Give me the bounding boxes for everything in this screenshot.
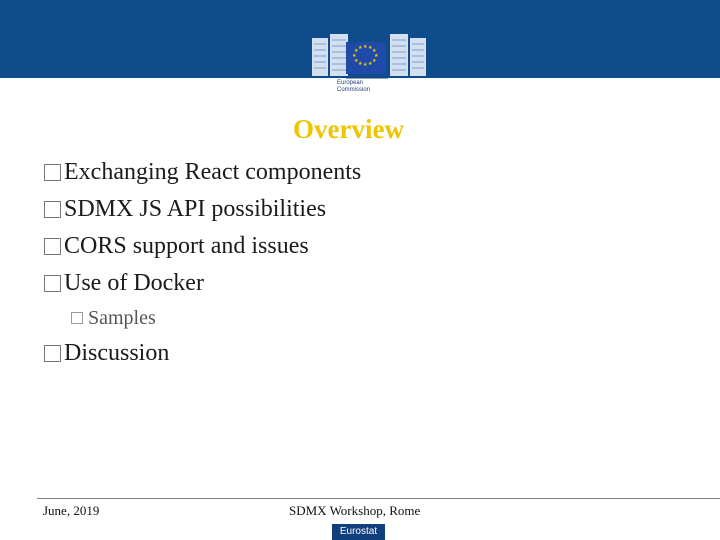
bullet-text: SDMX JS API possibilities <box>64 196 327 222</box>
bullet-item-4 <box>44 267 204 299</box>
footer-badge: Eurostat <box>332 524 385 540</box>
svg-text:★: ★ <box>374 53 379 59</box>
svg-text:★: ★ <box>363 62 368 68</box>
checkbox-bullet-icon <box>44 275 61 292</box>
svg-text:★: ★ <box>352 53 357 59</box>
bullet-item-5 <box>44 337 169 369</box>
svg-text:★: ★ <box>372 48 377 54</box>
checkbox-bullet-icon <box>44 345 61 362</box>
slide-title: Overview <box>293 114 404 144</box>
checkbox-bullet-icon <box>44 201 61 218</box>
logo-text: European Commission <box>337 80 371 93</box>
svg-text:★: ★ <box>368 45 373 51</box>
checkbox-bullet-icon <box>44 164 61 181</box>
footer-title: SDMX Workshop, Rome <box>289 503 421 518</box>
bullet-item-1 <box>44 156 361 188</box>
bullet-item-2 <box>44 193 326 225</box>
footer-divider <box>37 498 720 499</box>
bullet-text: Discussion <box>64 340 170 366</box>
svg-text:★: ★ <box>354 58 359 64</box>
svg-text:★: ★ <box>354 48 359 54</box>
svg-text:★: ★ <box>368 61 373 67</box>
bullet-text: Exchanging React components <box>64 159 362 185</box>
svg-text:★: ★ <box>358 45 363 51</box>
footer-date: June, 2019 <box>43 503 100 518</box>
sub-bullet-text: Samples <box>88 307 156 329</box>
bullet-text: Use of Docker <box>64 270 204 296</box>
svg-text:★: ★ <box>363 44 368 50</box>
checkbox-bullet-icon <box>44 238 61 255</box>
svg-text:★: ★ <box>372 58 377 64</box>
bullet-item-3 <box>44 230 309 262</box>
checkbox-bullet-icon <box>71 312 83 324</box>
sub-bullet-item-1 <box>71 306 156 330</box>
svg-text:★: ★ <box>358 61 363 67</box>
bullet-text: CORS support and issues <box>64 233 309 259</box>
